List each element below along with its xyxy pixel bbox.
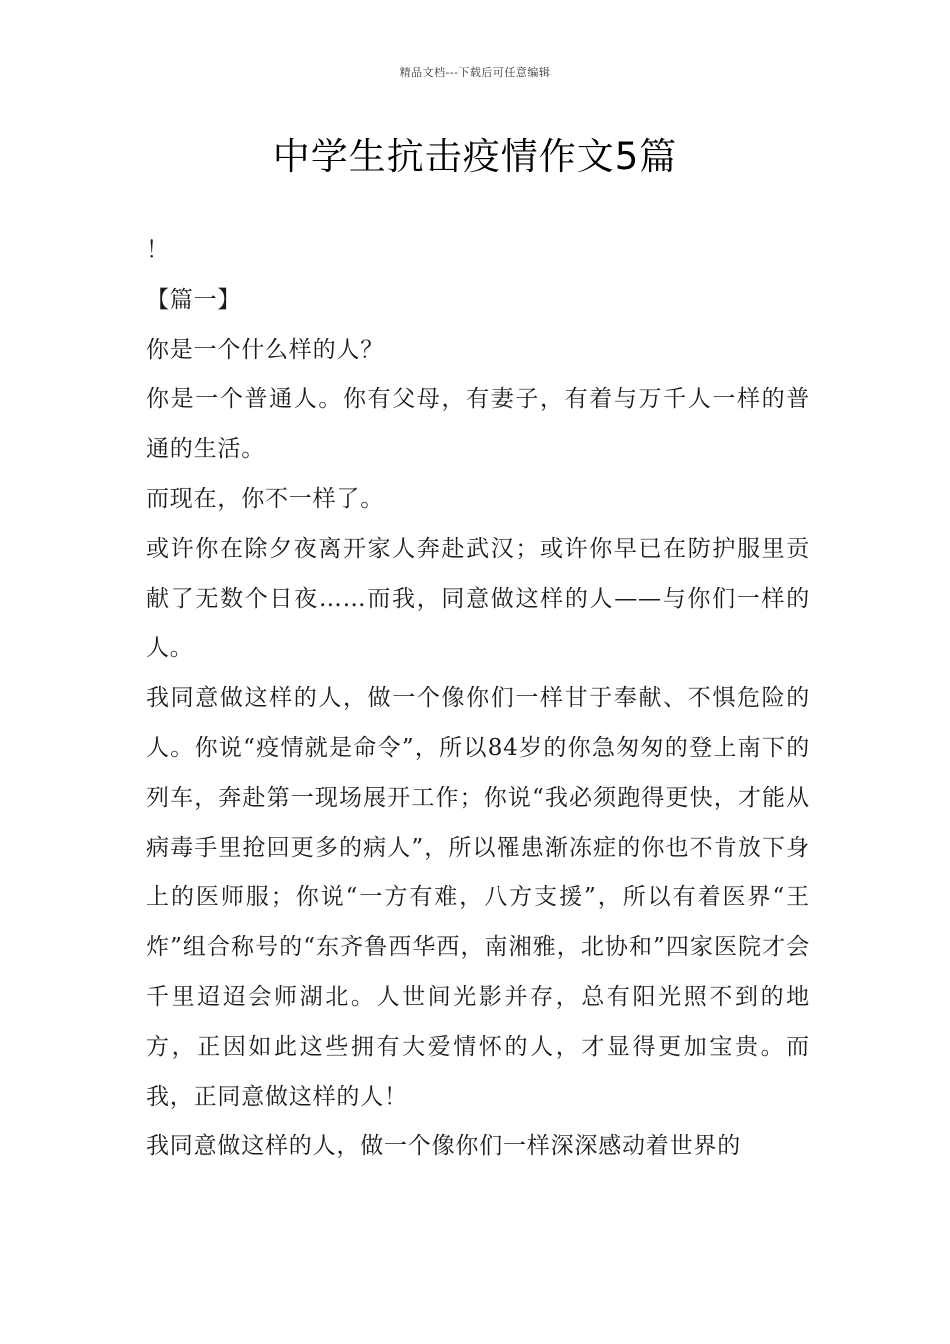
paragraph: ！ [146, 237, 170, 263]
paragraph: 你是一个普通人。你有父母，有妻子，有着与万千人一样的普通的生活。 [146, 386, 810, 463]
document-body [146, 226, 810, 1172]
paragraph: 我同意做这样的人，做一个像你们一样深深感动着世界的 [146, 1133, 741, 1160]
paragraph: 而现在，你不一样了。 [146, 485, 384, 512]
paragraph: 我同意做这样的人，做一个像你们一样甘于奉献、不惧危险的人。你说“疫情就是命令”，所以84岁的你急匆匆的登上南下的列车，奔赴第一现场展开工作；你说“我必须跑得更快，才能从病毒手里抢回更多的病人”，所以罹患渐冻症的你也不肯放下身上的医师服；你说“一方有难，八方支援”，所以有着医界“王炸”组合称号的“东齐鲁西华西，南湘雅，北协和”四家医院才会千里迢迢会师湖北。人世间光影并存，总有阳光照不到的地方，正因如此这些拥有大爱情怀的人，才显得更加宝贵。而我，正同意做这样的人！ [146, 685, 810, 1110]
section-heading: 【篇一】 [146, 286, 242, 313]
paragraph: 你是一个什么样的人？ [146, 336, 384, 363]
document-title: 中学生抗击疫情作文5篇 [272, 135, 678, 178]
header-note: 精品文档---下载后可任意编辑 [399, 66, 551, 79]
paragraph: 或许你在除夕夜离开家人奔赴武汉；或许你早已在防护服里贡献了无数个日夜……而我，同意做这样的人——与你们一样的人。 [146, 535, 810, 662]
